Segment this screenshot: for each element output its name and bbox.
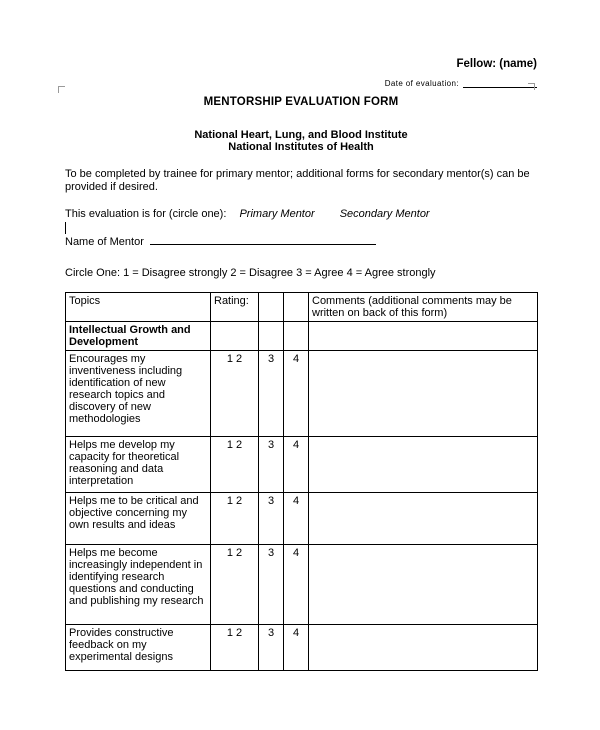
section-spacer-rating — [211, 322, 259, 351]
comment-cell[interactable] — [309, 437, 538, 493]
rating-3-cell[interactable]: 3 — [259, 437, 284, 493]
rating-4-cell[interactable]: 4 — [284, 351, 309, 437]
date-of-evaluation-row — [65, 79, 537, 88]
table-row — [66, 625, 538, 671]
option-primary-mentor[interactable]: Primary Mentor — [239, 208, 315, 220]
topic-cell: Helps me develop my capacity for theoretical reasoning and data interpretation — [66, 437, 211, 493]
evaluation-for-label: This evaluation is for (circle one): — [65, 208, 227, 220]
section-spacer-3 — [259, 322, 284, 351]
section-title: Intellectual Growth and Development — [66, 322, 211, 351]
rating-3-cell[interactable]: 3 — [259, 351, 284, 437]
col-header-topics: Topics — [66, 293, 211, 322]
option-secondary-mentor[interactable]: Secondary Mentor — [339, 208, 430, 220]
table-row — [66, 493, 538, 545]
section-spacer-comments — [309, 322, 538, 351]
topic-cell: Helps me become increasingly independent in identifying research questions and conducting and publishing my research — [66, 545, 211, 625]
rating-1-2-cell[interactable]: 1 2 — [211, 545, 259, 625]
rating-4-cell[interactable]: 4 — [284, 545, 309, 625]
organization-name: National Heart, Lung, and Blood Institute — [194, 129, 408, 141]
date-of-evaluation-label: Date of evaluation: — [384, 79, 459, 88]
col-header-rating: Rating: — [211, 293, 259, 322]
rating-1-2-cell[interactable]: 1 2 — [211, 493, 259, 545]
comment-cell[interactable] — [309, 493, 538, 545]
rating-1-2-cell[interactable]: 1 2 — [211, 351, 259, 437]
topic-cell: Helps me to be critical and objective concerning my own results and ideas — [66, 493, 211, 545]
header-spacer-cell-3 — [259, 293, 284, 322]
header-spacer-cell-4 — [284, 293, 309, 322]
organization-block — [65, 129, 537, 153]
rating-4-cell[interactable]: 4 — [284, 493, 309, 545]
instructions-text: To be completed by trainee for primary mentor; additional forms for secondary mentor(s) can be provided if desired. — [65, 168, 530, 193]
rating-3-cell[interactable]: 3 — [259, 545, 284, 625]
topic-cell: Provides constructive feedback on my experimental designs — [66, 625, 211, 671]
section-header-row — [66, 322, 538, 351]
mentor-name-fill-in-line[interactable] — [150, 235, 376, 245]
topic-cell: Encourages my inventiveness including identification of new research topics and discovery of new methodologies — [66, 351, 211, 437]
section-spacer-4 — [284, 322, 309, 351]
evaluation-table — [65, 292, 538, 671]
comment-cell[interactable] — [309, 545, 538, 625]
comment-cell[interactable] — [309, 625, 538, 671]
col-header-comments: Comments (additional comments may be written on back of this form) — [309, 293, 538, 322]
name-of-mentor-row — [65, 235, 537, 248]
text-boundary-mark-right — [528, 83, 535, 90]
fellow-name-label: Fellow: (name) — [456, 58, 537, 70]
rating-4-cell[interactable]: 4 — [284, 625, 309, 671]
rating-1-2-cell[interactable]: 1 2 — [211, 437, 259, 493]
comment-cell[interactable] — [309, 351, 538, 437]
table-row — [66, 545, 538, 625]
evaluation-for-row — [65, 208, 537, 220]
form-title: MENTORSHIP EVALUATION FORM — [203, 96, 399, 108]
text-boundary-mark-left — [58, 86, 65, 93]
rating-4-cell[interactable]: 4 — [284, 437, 309, 493]
rating-3-cell[interactable]: 3 — [259, 493, 284, 545]
name-of-mentor-label: Name of Mentor — [65, 236, 144, 248]
rating-1-2-cell[interactable]: 1 2 — [211, 625, 259, 671]
institution-name: National Institutes of Health — [228, 141, 374, 153]
rating-scale-legend: Circle One: 1 = Disagree strongly 2 = Disagree 3 = Agree 4 = Agree strongly — [65, 267, 436, 279]
rating-3-cell[interactable]: 3 — [259, 625, 284, 671]
table-header-row — [66, 293, 538, 322]
text-cursor — [65, 222, 66, 234]
table-row — [66, 437, 538, 493]
table-row — [66, 351, 538, 437]
date-fill-in-line[interactable] — [463, 79, 537, 88]
